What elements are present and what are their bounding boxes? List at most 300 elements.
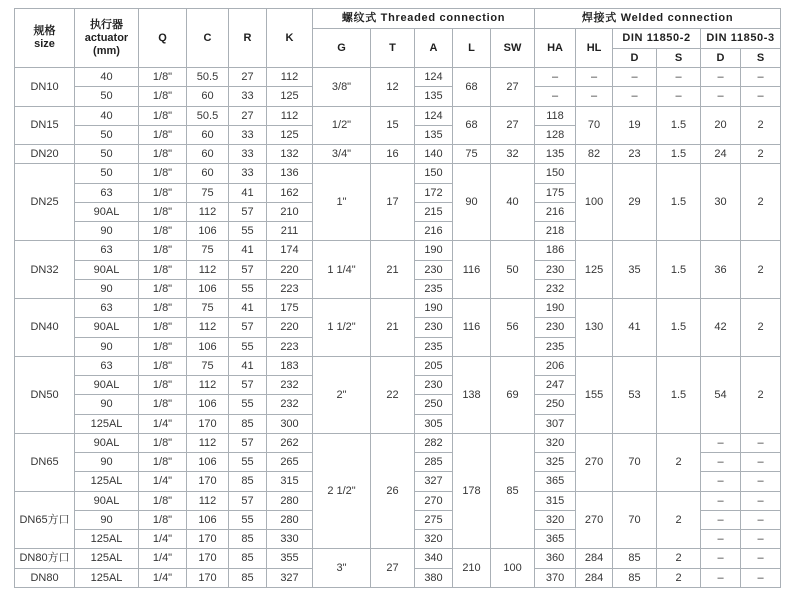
actuator-cell: 50 — [75, 125, 139, 144]
a-cell: 230 — [415, 318, 453, 337]
ha-cell: 175 — [535, 183, 576, 202]
size-cell: DN32 — [15, 241, 75, 299]
q-cell: 1/8" — [139, 164, 187, 183]
c-cell: 170 — [187, 414, 229, 433]
k-cell: 112 — [267, 68, 313, 87]
k-cell: 125 — [267, 125, 313, 144]
actuator-cell: 63 — [75, 241, 139, 260]
hl-cell: – — [576, 68, 613, 87]
k-cell: 220 — [267, 318, 313, 337]
din-11850-2-d-cell: 70 — [613, 433, 657, 491]
sw-cell: 100 — [491, 549, 535, 588]
actuator-cell: 50 — [75, 87, 139, 106]
k-cell: 132 — [267, 145, 313, 164]
q-cell: 1/8" — [139, 222, 187, 241]
q-cell: 1/8" — [139, 318, 187, 337]
c-cell: 60 — [187, 164, 229, 183]
ha-cell: 135 — [535, 145, 576, 164]
header-actuator-en: actuator — [84, 31, 129, 44]
size-cell: DN25 — [15, 164, 75, 241]
k-cell: 265 — [267, 453, 313, 472]
actuator-cell: 90AL — [75, 491, 139, 510]
c-cell: 112 — [187, 260, 229, 279]
header-t: T — [371, 29, 415, 68]
ha-cell: 247 — [535, 376, 576, 395]
din-11850-2-d-cell: 41 — [613, 299, 657, 357]
a-cell: 250 — [415, 395, 453, 414]
ha-cell: 230 — [535, 318, 576, 337]
header-row-1 — [15, 9, 781, 29]
size-cell: DN20 — [15, 145, 75, 164]
a-cell: 230 — [415, 260, 453, 279]
actuator-cell: 90 — [75, 510, 139, 529]
r-cell: 55 — [229, 337, 267, 356]
actuator-cell: 90AL — [75, 260, 139, 279]
c-cell: 170 — [187, 549, 229, 568]
table-row — [15, 241, 781, 260]
l-cell: 75 — [453, 145, 491, 164]
ha-cell: 360 — [535, 549, 576, 568]
din-11850-2-s-cell: 1.5 — [657, 356, 701, 433]
k-cell: 300 — [267, 414, 313, 433]
header-ha: HA — [535, 29, 576, 68]
din-11850-3-d-cell: – — [701, 491, 741, 510]
r-cell: 55 — [229, 453, 267, 472]
c-cell: 106 — [187, 337, 229, 356]
ha-cell: 320 — [535, 510, 576, 529]
q-cell: 1/8" — [139, 433, 187, 452]
c-cell: 75 — [187, 241, 229, 260]
c-cell: 112 — [187, 376, 229, 395]
a-cell: 190 — [415, 299, 453, 318]
header-actuator-unit: (mm) — [93, 44, 120, 57]
hl-cell: 284 — [576, 549, 613, 568]
a-cell: 327 — [415, 472, 453, 491]
din-11850-2-d-cell: – — [613, 87, 657, 106]
q-cell: 1/4" — [139, 568, 187, 587]
header-k: K — [267, 9, 313, 68]
q-cell: 1/8" — [139, 510, 187, 529]
r-cell: 57 — [229, 376, 267, 395]
table-row — [15, 145, 781, 164]
din-11850-2-d-cell: 85 — [613, 549, 657, 568]
sw-cell: 85 — [491, 433, 535, 549]
hl-cell: 70 — [576, 106, 613, 145]
c-cell: 112 — [187, 491, 229, 510]
din-11850-2-d-cell: 19 — [613, 106, 657, 145]
c-cell: 106 — [187, 510, 229, 529]
r-cell: 41 — [229, 299, 267, 318]
din-11850-3-d-cell: – — [701, 549, 741, 568]
q-cell: 1/8" — [139, 260, 187, 279]
sw-cell: 40 — [491, 164, 535, 241]
c-cell: 75 — [187, 356, 229, 375]
a-cell: 124 — [415, 68, 453, 87]
r-cell: 55 — [229, 510, 267, 529]
a-cell: 216 — [415, 222, 453, 241]
l-cell: 138 — [453, 356, 491, 433]
header-size-en: size — [34, 38, 55, 50]
table-row — [15, 549, 781, 568]
table-row — [15, 164, 781, 183]
q-cell: 1/8" — [139, 356, 187, 375]
g-cell: 3/8" — [313, 68, 371, 107]
din-11850-2-d-cell: 85 — [613, 568, 657, 587]
t-cell: 21 — [371, 241, 415, 299]
a-cell: 190 — [415, 241, 453, 260]
t-cell: 21 — [371, 299, 415, 357]
q-cell: 1/4" — [139, 530, 187, 549]
actuator-cell: 90 — [75, 279, 139, 298]
a-cell: 215 — [415, 202, 453, 221]
r-cell: 57 — [229, 202, 267, 221]
k-cell: 174 — [267, 241, 313, 260]
g-cell: 2 1/2" — [313, 433, 371, 549]
actuator-cell: 90AL — [75, 433, 139, 452]
size-cell: DN80 — [15, 568, 75, 587]
header-actuator — [75, 9, 139, 68]
actuator-cell: 125AL — [75, 568, 139, 587]
din-11850-3-d-cell: – — [701, 87, 741, 106]
din-11850-3-d-cell: 24 — [701, 145, 741, 164]
g-cell: 1 1/4" — [313, 241, 371, 299]
ha-cell: 250 — [535, 395, 576, 414]
din-11850-3-d-cell: 20 — [701, 106, 741, 145]
din-11850-3-s-cell: 2 — [741, 356, 781, 433]
q-cell: 1/8" — [139, 106, 187, 125]
header-a: A — [415, 29, 453, 68]
l-cell: 116 — [453, 241, 491, 299]
hl-cell: 155 — [576, 356, 613, 433]
c-cell: 112 — [187, 433, 229, 452]
r-cell: 57 — [229, 491, 267, 510]
c-cell: 106 — [187, 453, 229, 472]
size-cell: DN65方口 — [15, 491, 75, 549]
ha-cell: 365 — [535, 530, 576, 549]
a-cell: 320 — [415, 530, 453, 549]
size-cell: DN40 — [15, 299, 75, 357]
q-cell: 1/8" — [139, 183, 187, 202]
actuator-cell: 90 — [75, 453, 139, 472]
q-cell: 1/8" — [139, 395, 187, 414]
k-cell: 175 — [267, 299, 313, 318]
t-cell: 16 — [371, 145, 415, 164]
r-cell: 33 — [229, 164, 267, 183]
ha-cell: 230 — [535, 260, 576, 279]
header-g: G — [313, 29, 371, 68]
r-cell: 55 — [229, 395, 267, 414]
q-cell: 1/4" — [139, 472, 187, 491]
q-cell: 1/4" — [139, 549, 187, 568]
q-cell: 1/8" — [139, 241, 187, 260]
c-cell: 106 — [187, 279, 229, 298]
g-cell: 1" — [313, 164, 371, 241]
c-cell: 112 — [187, 202, 229, 221]
k-cell: 262 — [267, 433, 313, 452]
din-11850-3-d-cell: – — [701, 433, 741, 452]
ha-cell: 365 — [535, 472, 576, 491]
k-cell: 232 — [267, 376, 313, 395]
header-l: L — [453, 29, 491, 68]
l-cell: 116 — [453, 299, 491, 357]
a-cell: 135 — [415, 87, 453, 106]
header-din-11850-3-d: D — [701, 49, 741, 68]
l-cell: 178 — [453, 433, 491, 549]
c-cell: 75 — [187, 299, 229, 318]
g-cell: 3" — [313, 549, 371, 588]
din-11850-2-s-cell: 2 — [657, 549, 701, 568]
din-11850-3-s-cell: – — [741, 68, 781, 87]
din-11850-3-s-cell: – — [741, 568, 781, 587]
din-11850-3-d-cell: 54 — [701, 356, 741, 433]
header-actuator-zh: 执行器 — [90, 18, 123, 31]
din-11850-2-d-cell: 35 — [613, 241, 657, 299]
a-cell: 275 — [415, 510, 453, 529]
actuator-cell: 90AL — [75, 202, 139, 221]
l-cell: 90 — [453, 164, 491, 241]
table-row — [15, 68, 781, 87]
din-11850-2-s-cell: 2 — [657, 568, 701, 587]
a-cell: 235 — [415, 279, 453, 298]
header-size — [15, 9, 75, 68]
c-cell: 170 — [187, 530, 229, 549]
ha-cell: 232 — [535, 279, 576, 298]
c-cell: 60 — [187, 145, 229, 164]
k-cell: 211 — [267, 222, 313, 241]
ha-cell: 128 — [535, 125, 576, 144]
sw-cell: 56 — [491, 299, 535, 357]
t-cell: 15 — [371, 106, 415, 145]
sw-cell: 27 — [491, 106, 535, 145]
din-11850-3-s-cell: 2 — [741, 299, 781, 357]
a-cell: 235 — [415, 337, 453, 356]
k-cell: 223 — [267, 337, 313, 356]
hl-cell: 125 — [576, 241, 613, 299]
a-cell: 270 — [415, 491, 453, 510]
header-din-11850-3: DIN 11850-3 — [701, 29, 781, 49]
a-cell: 140 — [415, 145, 453, 164]
din-11850-3-d-cell: 42 — [701, 299, 741, 357]
actuator-cell: 50 — [75, 164, 139, 183]
din-11850-3-s-cell: – — [741, 433, 781, 452]
ha-cell: 206 — [535, 356, 576, 375]
r-cell: 27 — [229, 68, 267, 87]
din-11850-2-d-cell: 53 — [613, 356, 657, 433]
ha-cell: 118 — [535, 106, 576, 125]
header-din-11850-2-d: D — [613, 49, 657, 68]
ha-cell: 218 — [535, 222, 576, 241]
ha-cell: 320 — [535, 433, 576, 452]
c-cell: 170 — [187, 472, 229, 491]
din-11850-3-s-cell: 2 — [741, 164, 781, 241]
a-cell: 172 — [415, 183, 453, 202]
actuator-cell: 125AL — [75, 530, 139, 549]
c-cell: 106 — [187, 395, 229, 414]
q-cell: 1/8" — [139, 125, 187, 144]
k-cell: 280 — [267, 510, 313, 529]
header-din-11850-3-s: S — [741, 49, 781, 68]
din-11850-2-s-cell: – — [657, 87, 701, 106]
hl-cell: 270 — [576, 433, 613, 491]
header-welded-connection: 焊接式 Welded connection — [535, 9, 781, 29]
r-cell: 55 — [229, 279, 267, 298]
hl-cell: 270 — [576, 491, 613, 549]
a-cell: 205 — [415, 356, 453, 375]
din-11850-3-d-cell: – — [701, 453, 741, 472]
ha-cell: – — [535, 87, 576, 106]
din-11850-2-s-cell: 1.5 — [657, 164, 701, 241]
din-11850-3-s-cell: 2 — [741, 241, 781, 299]
r-cell: 41 — [229, 356, 267, 375]
r-cell: 33 — [229, 145, 267, 164]
actuator-cell: 90 — [75, 395, 139, 414]
header-q: Q — [139, 9, 187, 68]
q-cell: 1/8" — [139, 337, 187, 356]
sw-cell: 27 — [491, 68, 535, 107]
actuator-cell: 63 — [75, 356, 139, 375]
q-cell: 1/8" — [139, 145, 187, 164]
r-cell: 33 — [229, 125, 267, 144]
c-cell: 75 — [187, 183, 229, 202]
sw-cell: 69 — [491, 356, 535, 433]
hl-cell: 284 — [576, 568, 613, 587]
din-11850-3-s-cell: – — [741, 87, 781, 106]
g-cell: 1 1/2" — [313, 299, 371, 357]
din-11850-3-s-cell: – — [741, 530, 781, 549]
din-11850-3-d-cell: – — [701, 472, 741, 491]
g-cell: 3/4" — [313, 145, 371, 164]
size-cell: DN10 — [15, 68, 75, 107]
din-11850-3-d-cell: 36 — [701, 241, 741, 299]
l-cell: 68 — [453, 68, 491, 107]
size-cell: DN65 — [15, 433, 75, 491]
actuator-cell: 90 — [75, 337, 139, 356]
hl-cell: 130 — [576, 299, 613, 357]
din-11850-3-d-cell: – — [701, 530, 741, 549]
din-11850-3-s-cell: – — [741, 453, 781, 472]
din-11850-3-s-cell: – — [741, 549, 781, 568]
r-cell: 55 — [229, 222, 267, 241]
actuator-cell: 63 — [75, 299, 139, 318]
k-cell: 210 — [267, 202, 313, 221]
header-din-11850-2: DIN 11850-2 — [613, 29, 701, 49]
ha-cell: 190 — [535, 299, 576, 318]
q-cell: 1/8" — [139, 376, 187, 395]
ha-cell: 325 — [535, 453, 576, 472]
r-cell: 57 — [229, 433, 267, 452]
c-cell: 50.5 — [187, 68, 229, 87]
k-cell: 232 — [267, 395, 313, 414]
k-cell: 327 — [267, 568, 313, 587]
t-cell: 17 — [371, 164, 415, 241]
c-cell: 60 — [187, 125, 229, 144]
a-cell: 285 — [415, 453, 453, 472]
c-cell: 60 — [187, 87, 229, 106]
g-cell: 1/2" — [313, 106, 371, 145]
table-row — [15, 299, 781, 318]
din-11850-3-s-cell: 2 — [741, 106, 781, 145]
a-cell: 135 — [415, 125, 453, 144]
din-11850-2-d-cell: – — [613, 68, 657, 87]
header-c: C — [187, 9, 229, 68]
k-cell: 162 — [267, 183, 313, 202]
header-threaded-connection: 螺纹式 Threaded connection — [313, 9, 535, 29]
size-cell: DN80方口 — [15, 549, 75, 568]
din-11850-2-d-cell: 23 — [613, 145, 657, 164]
sw-cell: 50 — [491, 241, 535, 299]
size-cell: DN50 — [15, 356, 75, 433]
actuator-cell: 125AL — [75, 549, 139, 568]
actuator-cell: 40 — [75, 106, 139, 125]
r-cell: 41 — [229, 241, 267, 260]
din-11850-3-d-cell: 30 — [701, 164, 741, 241]
din-11850-2-d-cell: 70 — [613, 491, 657, 549]
q-cell: 1/8" — [139, 279, 187, 298]
din-11850-2-s-cell: 2 — [657, 433, 701, 491]
actuator-cell: 125AL — [75, 472, 139, 491]
size-cell: DN15 — [15, 106, 75, 145]
table-row — [15, 433, 781, 452]
a-cell: 230 — [415, 376, 453, 395]
t-cell: 22 — [371, 356, 415, 433]
k-cell: 330 — [267, 530, 313, 549]
q-cell: 1/8" — [139, 68, 187, 87]
ha-cell: 370 — [535, 568, 576, 587]
din-11850-2-s-cell: – — [657, 68, 701, 87]
din-11850-3-s-cell: – — [741, 510, 781, 529]
din-11850-3-d-cell: – — [701, 510, 741, 529]
hl-cell: – — [576, 87, 613, 106]
din-11850-3-d-cell: – — [701, 568, 741, 587]
k-cell: 315 — [267, 472, 313, 491]
r-cell: 85 — [229, 530, 267, 549]
r-cell: 85 — [229, 414, 267, 433]
k-cell: 112 — [267, 106, 313, 125]
ha-cell: 315 — [535, 491, 576, 510]
actuator-cell: 90AL — [75, 318, 139, 337]
a-cell: 282 — [415, 433, 453, 452]
actuator-cell: 63 — [75, 183, 139, 202]
r-cell: 85 — [229, 472, 267, 491]
spec-table — [14, 8, 781, 588]
q-cell: 1/8" — [139, 453, 187, 472]
q-cell: 1/8" — [139, 87, 187, 106]
a-cell: 305 — [415, 414, 453, 433]
k-cell: 223 — [267, 279, 313, 298]
header-size-zh: 规格 — [33, 25, 56, 37]
t-cell: 12 — [371, 68, 415, 107]
a-cell: 380 — [415, 568, 453, 587]
din-11850-3-s-cell: – — [741, 491, 781, 510]
hl-cell: 82 — [576, 145, 613, 164]
k-cell: 220 — [267, 260, 313, 279]
c-cell: 112 — [187, 318, 229, 337]
r-cell: 85 — [229, 549, 267, 568]
actuator-cell: 50 — [75, 145, 139, 164]
ha-cell: 235 — [535, 337, 576, 356]
q-cell: 1/4" — [139, 414, 187, 433]
g-cell: 2" — [313, 356, 371, 433]
r-cell: 57 — [229, 318, 267, 337]
r-cell: 41 — [229, 183, 267, 202]
t-cell: 27 — [371, 549, 415, 588]
din-11850-3-s-cell: 2 — [741, 145, 781, 164]
hl-cell: 100 — [576, 164, 613, 241]
ha-cell: 216 — [535, 202, 576, 221]
a-cell: 340 — [415, 549, 453, 568]
din-11850-2-s-cell: 1.5 — [657, 299, 701, 357]
q-cell: 1/8" — [139, 299, 187, 318]
